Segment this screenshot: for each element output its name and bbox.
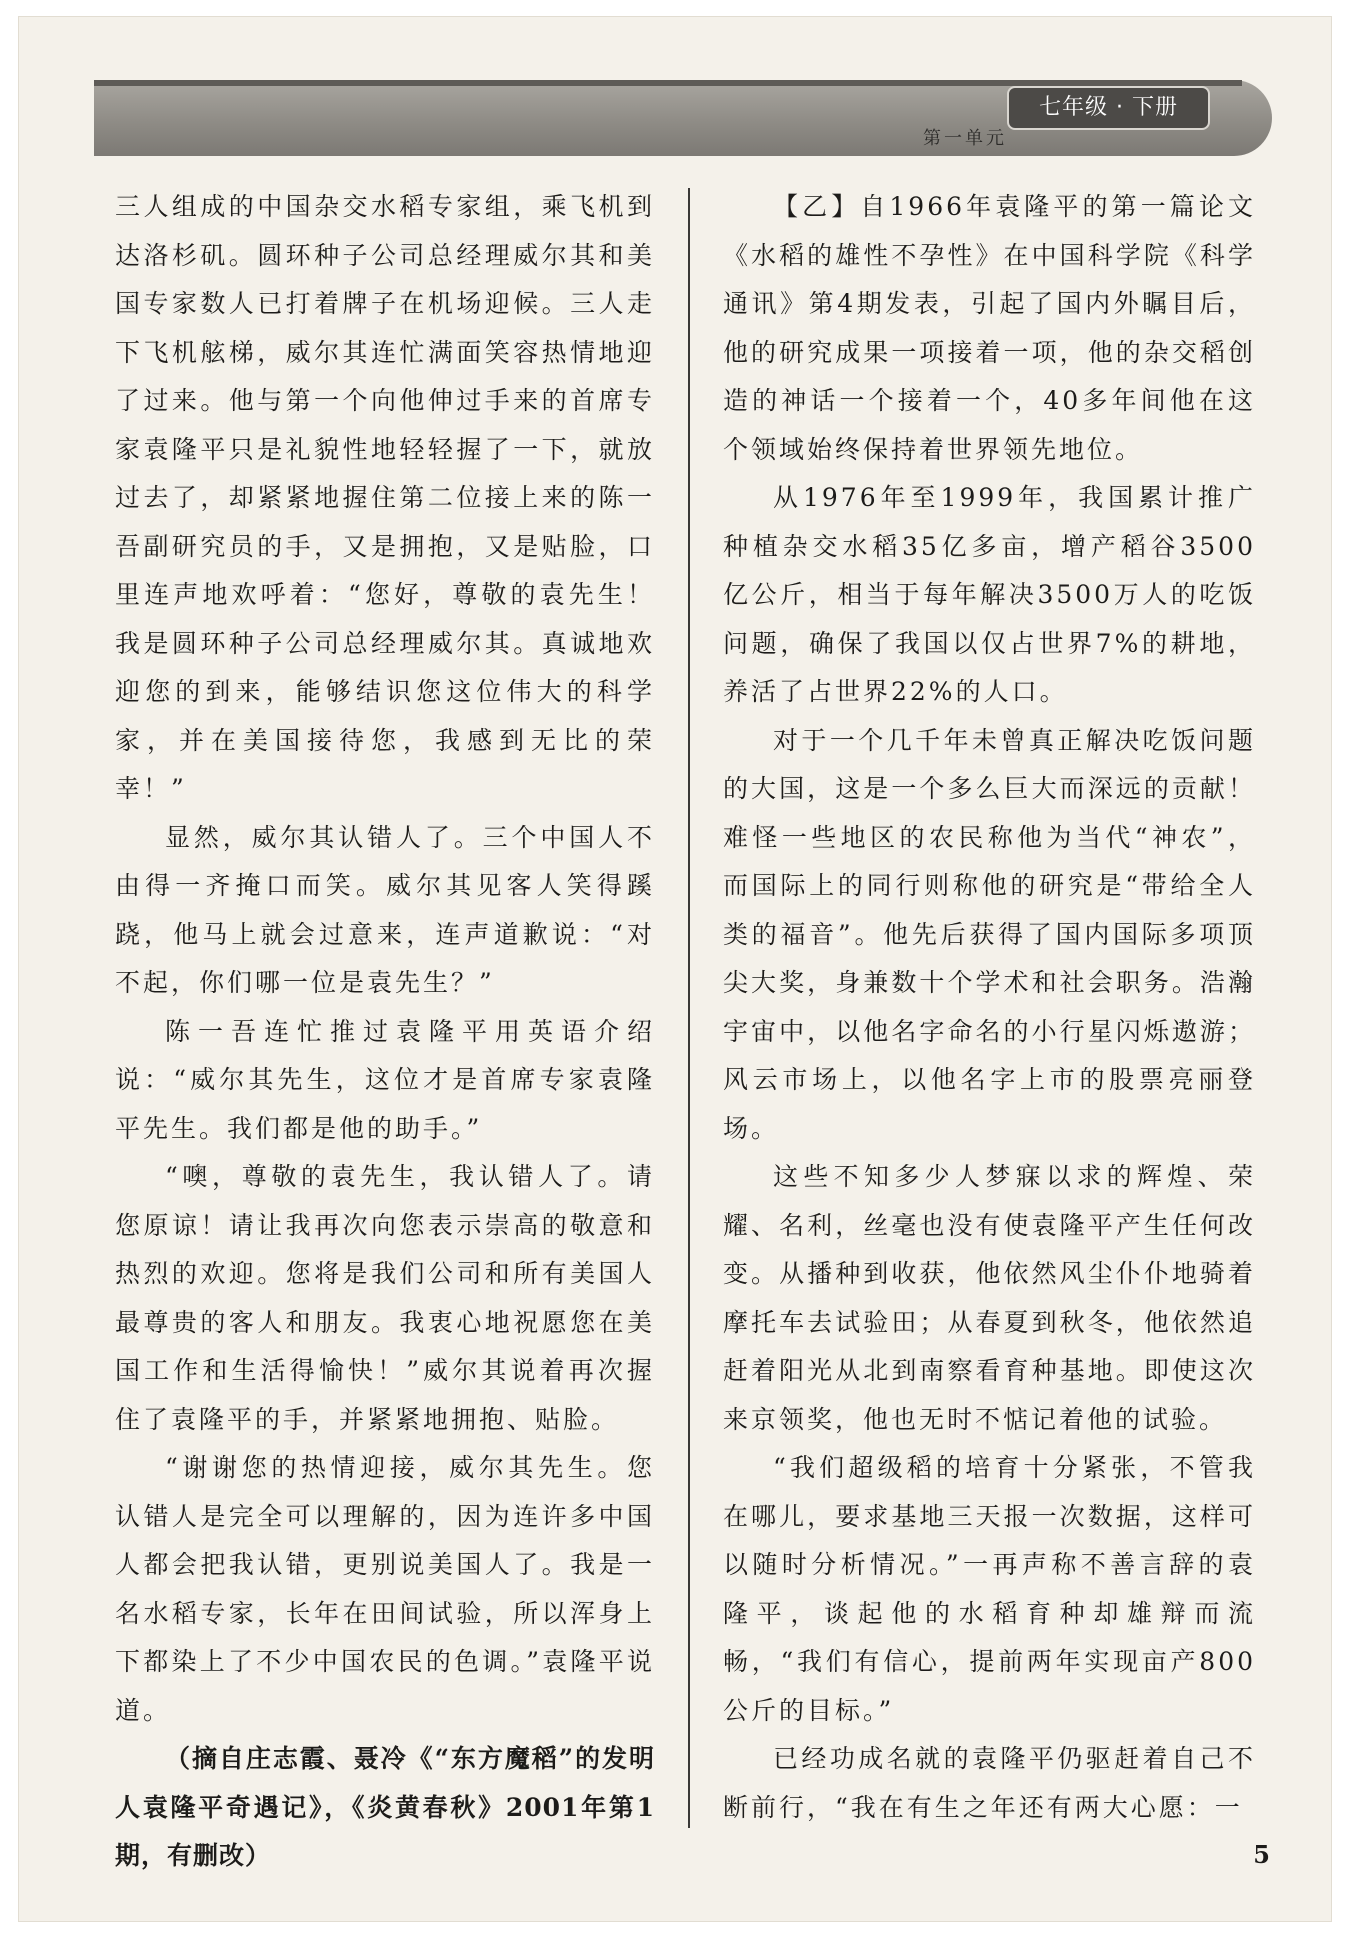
paragraph: 这些不知多少人梦寐以求的辉煌、荣耀、名利，丝毫也没有使袁隆平产生任何改变。从播种到收获，他依然风尘仆仆地骑着摩托车去试验田；从春夏到秋冬，他依然追赶着阳光从北到南察看育种基地。即使这次来京领奖，他也无时不惦记着他的试验。 (723, 1162, 1256, 1434)
paragraph: 已经功成名就的袁隆平仍驱赶着自己不断前行，“我在有生之年还有两大心愿：一 (723, 1744, 1256, 1822)
paragraph: “我们超级稻的培育十分紧张，不管我在哪儿，要求基地三天报一次数据，这样可以随时分析情况。”一再声称不善言辞的袁隆平，谈起他的水稻育种却雄辩而流畅，“我们有信心，提前两年实现亩产800公斤的目标。” (723, 1453, 1256, 1725)
column-divider (688, 188, 690, 1828)
paragraph: 对于一个几千年未曾真正解决吃饭问题的大国，这是一个多么巨大而深远的贡献！难怪一些地区的农民称他为当代“神农”，而国际上的同行则称他的研究是“带给全人类的福音”。他先后获得了国内国际多项顶尖大奖，身兼数十个学术和社会职务。浩瀚宇宙中，以他名字命名的小行星闪烁遨游；风云市场上，以他名字上市的股票亮丽登场。 (723, 725, 1256, 1143)
paragraph: 三人组成的中国杂交水稻专家组，乘飞机到达洛杉矶。圆环种子公司总经理威尔其和美国专家数人已打着牌子在机场迎候。三人走下飞机舷梯，威尔其连忙满面笑容热情地迎了过来。他与第一个向他伸过手来的首席专家袁隆平只是礼貌性地轻轻握了一下，就放过去了，却紧紧地握住第二位接上来的陈一吾副研究员的手，又是拥抱，又是贴脸，口里连声地欢呼着：“您好，尊敬的袁先生！我是圆环种子公司总经理威尔其。真诚地欢迎您的到来，能够结识您这位伟大的科学家，并在美国接待您，我感到无比的荣幸！” (115, 192, 655, 803)
paragraph: 显然，威尔其认错人了。三个中国人不由得一齐掩口而笑。威尔其见客人笑得蹊跷，他马上就会过意来，连声道歉说：“对不起，你们哪一位是袁先生？” (115, 822, 655, 997)
unit-label: 第一单元 (923, 128, 1007, 149)
page-number: 5 (1253, 1840, 1270, 1869)
paragraph: 陈一吾连忙推过袁隆平用英语介绍说：“威尔其先生，这位才是首席专家袁隆平先生。我们都是他的助手。” (115, 1016, 655, 1143)
paragraph: 从1976年至1999年，我国累计推广种植杂交水稻35亿多亩，增产稻谷3500亿公斤，相当于每年解决3500万人的吃饭问题，确保了我国以仅占世界7%的耕地，养活了占世界22%的人口。 (723, 483, 1256, 706)
source-note: （摘自庄志霞、聂冷《“东方魔稻”的发明人袁隆平奇遇记》，《炎黄春秋》2001年第1期，有删改） (115, 1744, 655, 1870)
right-column (723, 183, 1256, 1832)
paragraph: “谢谢您的热情迎接，威尔其先生。您认错人是完全可以理解的，因为连许多中国人都会把我认错，更别说美国人了。我是一名水稻专家，长年在田间试验，所以浑身上下都染上了不少中国农民的色调。”袁隆平说道。 (115, 1453, 655, 1725)
grade-tab: 七年级 · 下册 (1007, 86, 1210, 130)
left-column (115, 183, 655, 1881)
paragraph: “噢，尊敬的袁先生，我认错人了。请您原谅！请让我再次向您表示崇高的敬意和热烈的欢迎。您将是我们公司和所有美国人最尊贵的客人和朋友。我衷心地祝愿您在美国工作和生活得愉快！”威尔其说着再次握住了袁隆平的手，并紧紧地拥抱、贴脸。 (115, 1162, 655, 1434)
paragraph: 【乙】自1966年袁隆平的第一篇论文《水稻的雄性不孕性》在中国科学院《科学通讯》第4期发表，引起了国内外瞩目后，他的研究成果一项接着一项，他的杂交稻创造的神话一个接着一个，40多年间他在这个领域始终保持着世界领先地位。 (723, 192, 1256, 464)
